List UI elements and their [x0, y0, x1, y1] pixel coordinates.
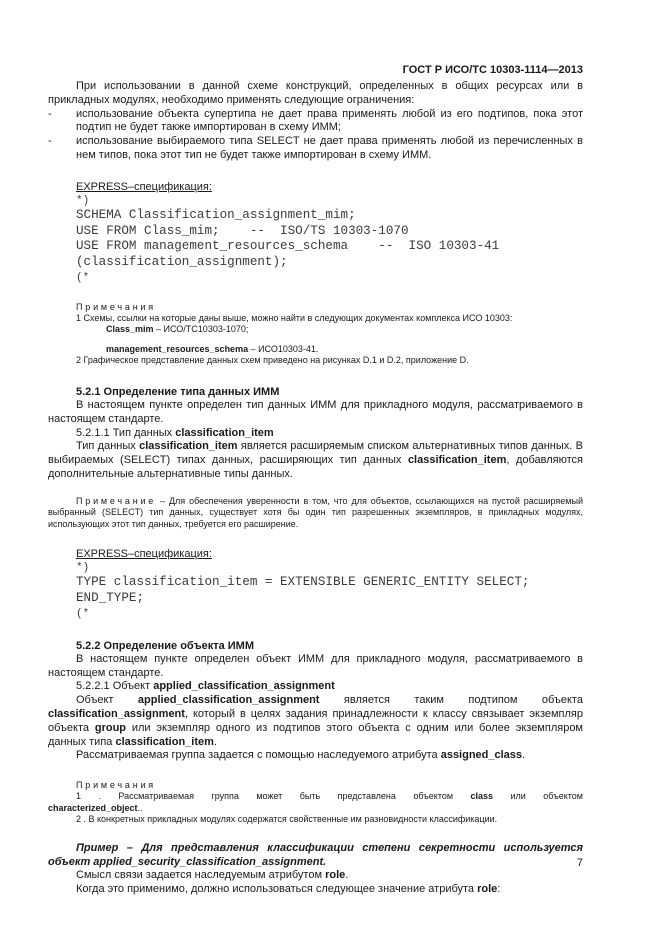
page-number: 7: [576, 857, 583, 869]
text: 1 . Рассматриваемая группа может быть представлена объектом: [76, 791, 471, 802]
definition-paragraph: [48, 708, 583, 749]
term: role: [325, 869, 346, 882]
section-title-522: 5.2.2 Определение объекта ИММ: [76, 639, 255, 652]
term: class: [470, 791, 494, 802]
ref-doc: – ИСО10303-41.: [248, 343, 319, 354]
note-2: [48, 355, 583, 367]
document-header: ГОСТ Р ИСО/ТС 10303-1114—2013: [402, 64, 583, 76]
text: Рассматриваемая группа задается с помощью наследуемого атрибута: [76, 749, 441, 762]
paragraph: [48, 883, 583, 897]
document-page: [48, 0, 583, 936]
ref-name: Class_mim: [106, 324, 154, 335]
text: Тип данных: [76, 440, 140, 453]
notes-heading: Примечания: [76, 301, 156, 312]
subsection-title: [48, 427, 583, 441]
ref-name: management_resources_schema: [106, 343, 249, 354]
term: classification_item: [175, 426, 274, 439]
text: :: [497, 883, 501, 896]
note-label: Примечание: [76, 495, 157, 506]
notes-heading: Примечания: [76, 780, 156, 791]
subsection-title: [48, 680, 583, 694]
code-line: (classification_assignment);: [76, 255, 288, 270]
express-block-1: [48, 181, 583, 285]
restriction-text: использование выбираемого типа SELECT не дает права применять любой из перечисленных в нем типов, пока этот тип не будет также импортирован в схему ИММ.: [76, 135, 583, 161]
text: является расширяемым списком альтернативных типов данных. В выбираемых (SELECT) типах данных, расширяющих тип данных: [48, 440, 584, 467]
text: Объект: [76, 694, 114, 707]
code-line: (*: [76, 271, 90, 284]
text: .: [522, 749, 526, 762]
express-label: EXPRESS–спецификация:: [76, 548, 212, 561]
note-ref: [48, 344, 583, 356]
ref-doc: – ИСО/ТС10303-1070;: [153, 324, 249, 335]
code-line: USE FROM management_resources_schema -- ISO 10303-41: [76, 239, 500, 254]
text: объекта: [541, 694, 583, 707]
term: classification_item: [139, 440, 238, 453]
paragraph: [48, 440, 583, 481]
dash-marker: -: [48, 135, 52, 148]
text: Когда это применимо, должно использоваться следующее значение атрибута: [76, 883, 478, 896]
note-1: [48, 313, 583, 325]
term: classification_item: [407, 454, 507, 467]
definition-line: [48, 694, 583, 708]
term: assigned_class: [440, 749, 523, 762]
code-line: END_TYPE;: [76, 591, 145, 606]
text: .: [345, 869, 349, 882]
text: , добавляются дополнительные альтернативные типы данных.: [48, 454, 583, 480]
text: или объектом: [493, 791, 583, 802]
term: applied_classification_assignment: [137, 694, 320, 707]
code-line: *): [76, 562, 90, 575]
code-line: USE FROM Class_mim; -- ISO/TS 10303-1070: [76, 223, 409, 238]
paragraph: [48, 749, 583, 763]
text: .: [213, 735, 217, 748]
note-text: – Для обеспечения уверенности в том, что для объектов, ссылающихся на пустой расширяемый выбранный (SELECT) тип данных, существует хотя бы один тип разрешенных экземпляров, в прикладных модулях, использующих этот тип данных, требуется его расширение.: [48, 495, 583, 529]
subsection-text: 5.2.2.1 Объект: [76, 680, 154, 693]
term: group: [94, 721, 127, 734]
restriction-item: [48, 135, 583, 163]
note-2: 2 . В конкретных прикладных модулях содержатся свойственные им разновидности классификации.: [76, 814, 498, 825]
note-text: 2 Графическое представление данных схем приведено на рисунках D.1 и D.2, приложение D.: [76, 355, 469, 366]
code-line: SCHEMA Classification_assignment_mim;: [76, 207, 356, 222]
note: [48, 496, 583, 531]
note-text: 1 Схемы, ссылки на которые даны выше, можно найти в следующих документах комплекса ИСО 10303:: [76, 312, 513, 323]
paragraph: В настоящем пункте определен тип данных ИММ для прикладного модуля, рассматриваемого в настоящем стандарте.: [48, 398, 583, 425]
subsection-text: 5.2.1.1 Тип данных: [76, 426, 176, 439]
text: является: [343, 694, 390, 707]
term: classification_assignment: [48, 708, 185, 721]
code-line: (*: [76, 607, 90, 620]
intro-paragraph: При использовании в данной схеме конструкций, определенных в общих ресурсах или в прикладных модулях, необходимо применять следующие ограничения:: [48, 80, 583, 106]
text: Смысл связи задается наследуемым атрибутом: [76, 869, 326, 882]
term: applied_classification_assignment: [153, 680, 335, 693]
note-1: [48, 791, 583, 803]
express-block-2: [48, 548, 583, 621]
term: classification_item: [115, 735, 214, 748]
express-label: EXPRESS–спецификация:: [76, 180, 212, 193]
example-paragraph: Пример – Для представления классификации степени секретности используется объект applied_security_classification_assignment.: [48, 841, 583, 868]
restriction-text: использование объекта супертипа не дает права применять любой из его подтипов, пока этот подтип не будет также импортирован в схему ИММ;: [76, 107, 583, 134]
paragraph: [48, 869, 583, 883]
note-1-cont: [48, 803, 583, 815]
note-ref: [48, 324, 583, 336]
text: ..: [137, 802, 143, 813]
code-line: TYPE classification_item = EXTENSIBLE GENERIC_ENTITY SELECT;: [76, 575, 530, 590]
section-title-521: 5.2.1 Определение типа данных ИММ: [76, 385, 280, 398]
text: или экземпляр одного из подтипов этого объекта с одним или более экземпляром данных типа: [48, 721, 583, 748]
document-body: [48, 80, 583, 897]
term: role: [477, 883, 498, 896]
term: characterized_object: [48, 802, 138, 813]
paragraph: В настоящем пункте определен объект ИММ для прикладного модуля, рассматриваемого в настоящем стандарте.: [48, 652, 583, 679]
text: подтипом: [468, 694, 518, 707]
dash-marker: -: [48, 107, 52, 120]
restriction-item: [48, 108, 583, 136]
text: , который в целях задания принадлежности к классу связывает экземпляр объекта: [48, 708, 583, 734]
text: таким: [414, 694, 444, 707]
code-line: *): [76, 194, 90, 207]
